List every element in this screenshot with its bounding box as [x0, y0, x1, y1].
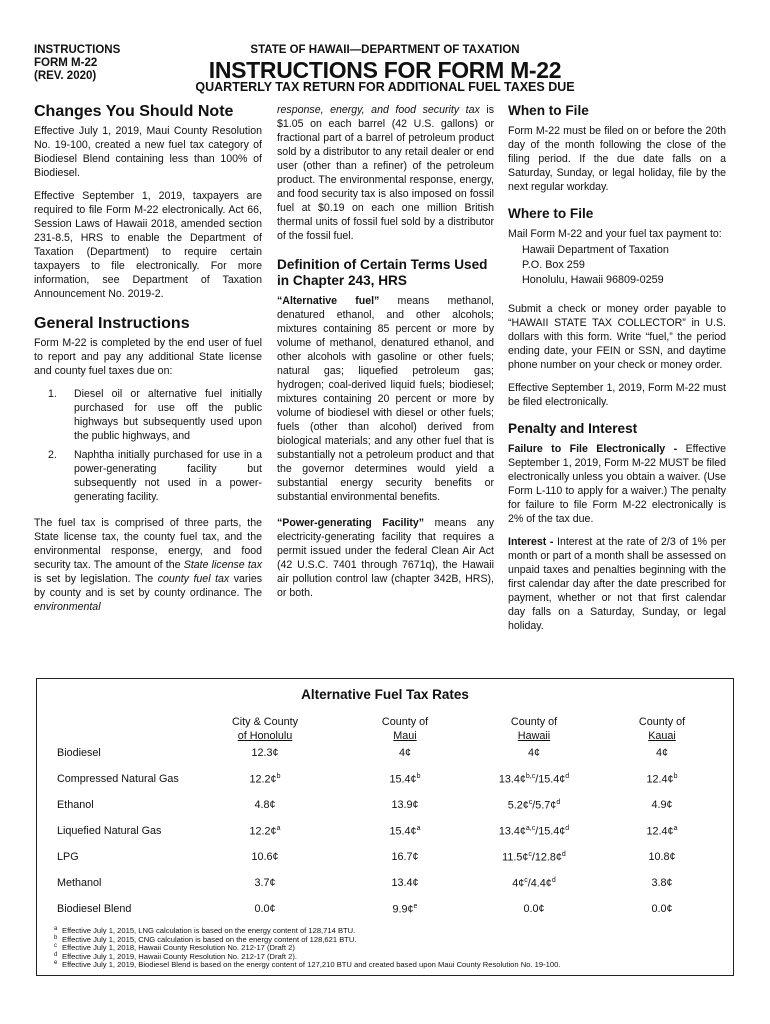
- list-number: 2.: [48, 449, 57, 461]
- column-header-line1: County of: [381, 716, 429, 728]
- cell-value: 12.2¢: [249, 773, 277, 786]
- cell-value: 13.4¢: [498, 773, 526, 786]
- cell-value: 10.8¢: [648, 851, 676, 863]
- table-cell: [607, 877, 717, 889]
- cell-footnote-mark: c: [524, 877, 528, 884]
- table-cell: [350, 851, 460, 863]
- list-text: Naphtha initially purchased for use in a power-generating facility but subsequently not used in a power-generating facility.: [74, 449, 262, 503]
- cell-value: 0.0¢: [254, 903, 276, 915]
- column-middle: [277, 103, 494, 609]
- list-item: [34, 387, 262, 443]
- table-row: [37, 851, 733, 867]
- penalty-interest: [508, 535, 726, 633]
- table-cell: [210, 799, 320, 811]
- footnotes: [54, 927, 734, 970]
- fuel-tax-text-a: The fuel tax is comprised of three parts, the State license tax, the county fuel tax, and the environmental response, energy, and food security tax. The amount of the: [34, 517, 262, 571]
- column-header-line2: Maui: [393, 730, 417, 742]
- cell-value: 0.0¢: [651, 903, 673, 915]
- row-label: Biodiesel: [57, 747, 101, 759]
- cell-footnote-mark: d: [565, 773, 570, 780]
- cell-value: 4¢: [527, 747, 540, 759]
- cell-value: 13.4¢: [498, 825, 526, 838]
- cell-value: 0.0¢: [523, 903, 545, 915]
- cell-footnote-mark: d: [551, 877, 556, 884]
- page-title: INSTRUCTIONS FOR FORM M-22: [208, 57, 562, 83]
- table-cell: [210, 903, 320, 915]
- cell-value: 4¢: [655, 747, 668, 759]
- cell-value: 16.7¢: [391, 851, 419, 863]
- table-cell: [210, 747, 320, 759]
- cell-footnote-mark: a,c: [525, 825, 536, 832]
- table-cell: [479, 825, 589, 838]
- table-cell: [479, 799, 589, 812]
- address-line-1: Hawaii Department of Taxation: [522, 244, 669, 256]
- form-id-line2: FORM M-22: [34, 57, 98, 69]
- column-header-honolulu: [215, 715, 315, 743]
- column-right: [508, 103, 726, 642]
- mailing-address: [508, 243, 726, 288]
- table-cell: [479, 773, 589, 786]
- changes-para-1: Effective July 1, 2019, Maui County Resolution No. 19-100, created a new fuel tax category of Biodiesel Blend containing less than 100% of Biodiesel.: [34, 125, 262, 179]
- table-cell: [210, 825, 320, 838]
- fuel-tax-cont-text: is $1.05 on each barrel (42 U.S. gallons) or fractional part of a barrel of petroleum product sold by a distributor to any retail dealer or end user (other than a refiner) of the petroleum product. The environmental response, energy, and food security tax is also imposed on fossil fuel at $0.19 on each one million British thermal units of fossil fuel sold by a distributor of the fossil fuel.: [277, 104, 495, 242]
- table-cell: [350, 877, 460, 889]
- table-row: [37, 799, 733, 815]
- definition-alternative-fuel: [277, 294, 494, 504]
- fuel-tax-term-env: environmental: [34, 601, 101, 613]
- column-header-hawaii: [484, 715, 584, 743]
- cell-footnote-mark: a: [276, 825, 281, 832]
- cell-value: 12.3¢: [251, 747, 279, 759]
- where-heading: Where to File: [508, 206, 594, 221]
- general-list: [34, 387, 262, 504]
- cell-value: /15.4¢: [535, 773, 566, 786]
- fuel-tax-text-b: is set by legislation. The: [34, 573, 158, 585]
- cell-value: 3.8¢: [651, 877, 673, 889]
- row-label: Biodiesel Blend: [57, 903, 132, 915]
- table-row: [37, 747, 733, 763]
- form-id-block: [34, 44, 120, 83]
- table-cell: [210, 851, 320, 863]
- column-header-line1: County of: [510, 716, 558, 728]
- penalty-efile: [508, 442, 726, 526]
- cell-footnote-mark: d: [561, 851, 566, 858]
- row-label: Liquefied Natural Gas: [57, 825, 162, 837]
- cell-footnote-mark: a: [673, 825, 678, 832]
- footnote-text: Effective July 1, 2015, LNG calculation is based on the energy content of 128,714 BTU.: [62, 926, 356, 935]
- column-header-line1: City & County: [231, 716, 298, 728]
- cell-value: 4.9¢: [651, 799, 673, 811]
- cell-value: 4¢: [398, 747, 411, 759]
- column-header-kauai: [612, 715, 712, 743]
- cell-footnote-mark: b: [416, 773, 421, 780]
- list-number: 1.: [48, 388, 57, 400]
- cell-value: 12.4¢: [646, 825, 674, 838]
- term-power-facility: “Power-generating Facility”: [277, 517, 425, 529]
- cell-value: 5.2¢: [507, 799, 529, 812]
- footnote-mark: e: [54, 960, 58, 967]
- where-text: Mail Form M-22 and your fuel tax payment to:: [508, 228, 722, 240]
- payment-text: Submit a check or money order payable to “HAWAII STATE TAX COLLECTOR” in U.S. dollars with this form. Write “fuel,” the period ending date, your FEIN or SSN, and daytime phone number on your check or money order.: [508, 303, 726, 371]
- when-heading: When to File: [508, 103, 589, 118]
- footnote-mark: d: [54, 951, 58, 958]
- row-label: Methanol: [57, 877, 102, 889]
- table-cell: [210, 877, 320, 889]
- table-cell: [350, 825, 460, 838]
- cell-value: 13.9¢: [391, 799, 419, 811]
- general-heading: General Instructions: [34, 315, 190, 332]
- text-power-facility: means any electricity-generating facility that requires a permit issued under the federal Clean Air Act (42 U.S.C. 7401 through 7671q), the Hawaii air pollution control law (chapter 342B, HRS), or both.: [277, 517, 495, 599]
- cell-value: 12.2¢: [249, 825, 277, 838]
- table-cell: [210, 773, 320, 786]
- address-line-3: Honolulu, Hawaii 96809-0259: [522, 274, 664, 286]
- cell-footnote-mark: b,c: [525, 773, 536, 780]
- text-interest: Interest at the rate of 2/3 of 1% per month or part of a month shall be assessed on unpaid taxes and penalties beginning with the first calendar day after the date prescribed for payment, whether or not that first calendar day falls on a Saturday, Sunday, or legal holiday.: [508, 536, 727, 632]
- rates-table-title: Alternative Fuel Tax Rates: [301, 687, 469, 702]
- table-row: [37, 903, 733, 919]
- text-alternative-fuel: means methanol, denatured ethanol, and other alcohols; mixtures containing 85 percent or more by volume of methanol, denatured ethanol, and other alcohols with gasoline or other fuels; natural gas; liquefied petroleum gas; hydrogen; coal-derived liquid fuels; biodiesel; mixtures containing 20 percent or more by volume of biodiesel with diesel or other fuels; fuels (other than alcohol) derived from biological materials; and any other fuel that is substantially not a petroleum product and that the governor determines would yield a substantial energy security benefits or substantial environmental benefits.: [277, 295, 494, 503]
- table-row: [37, 877, 733, 893]
- footnote-text: Effective July 1, 2019, Hawaii County Resolution No. 212-17 (Draft 2).: [62, 951, 297, 961]
- list-item: [34, 448, 262, 504]
- cell-footnote-mark: e: [413, 903, 418, 910]
- row-label: Compressed Natural Gas: [57, 773, 179, 785]
- row-label: Ethanol: [57, 799, 94, 811]
- footnote-text: Effective July 1, 2018, Hawaii County Resolution No. 212-17 (Draft 2): [62, 943, 295, 953]
- term-failure-efile: Failure to File Electronically -: [508, 443, 686, 455]
- column-header-line2: Kauai: [648, 730, 676, 742]
- cell-value: /12.8¢: [531, 851, 562, 864]
- table-cell: [479, 877, 589, 890]
- form-id-line3: (REV. 2020): [34, 70, 97, 82]
- cell-footnote-mark: c: [528, 799, 533, 806]
- table-cell: [607, 747, 717, 759]
- column-header-maui: [355, 715, 455, 743]
- cell-footnote-mark: c: [528, 851, 532, 858]
- table-cell: [350, 773, 460, 786]
- form-id-line1: INSTRUCTIONS: [34, 44, 121, 56]
- column-left: [34, 103, 262, 623]
- table-cell: [350, 799, 460, 811]
- fuel-tax-para: [34, 516, 262, 614]
- cell-value: /5.7¢: [532, 799, 557, 812]
- changes-para-2: Effective September 1, 2019, taxpayers are required to file Form M-22 electronically. Act 66, Session Laws of Hawaii 2018, amended section 231-8.5, HRS to enable the Department of Taxation (Department) to require certain taxpayers to file electronically. For more information, see Department of Taxation Announcement No. 2019-2.: [34, 190, 262, 300]
- when-text: Form M-22 must be filed on or before the 20th day of the month following the close of the filing period. If the due date falls on a Saturday, Sunday, or legal holiday, file by the next regular workday.: [508, 125, 726, 193]
- fuel-tax-term-county: county fuel tax: [157, 573, 230, 585]
- table-cell: [350, 903, 460, 916]
- definition-power-facility: [277, 516, 494, 600]
- fuel-tax-continued: [277, 103, 494, 243]
- penalty-heading: Penalty and Interest: [508, 421, 638, 436]
- cell-value: 4¢: [512, 877, 525, 890]
- fuel-tax-term-state: State license tax: [183, 559, 262, 571]
- column-header-line2: Hawaii: [517, 730, 551, 742]
- definitions-heading: Definition of Certain Terms Used in Chapter 243, HRS: [277, 257, 488, 288]
- table-cell: [479, 851, 589, 864]
- table-cell: [607, 799, 717, 811]
- table-cell: [350, 747, 460, 759]
- list-text: Diesel oil or alternative fuel initially purchased for use off the public highways but subsequently used upon the public highways, and: [74, 388, 262, 442]
- term-alternative-fuel: “Alternative fuel”: [277, 295, 380, 307]
- cell-footnote-mark: d: [556, 799, 561, 806]
- table-row: [37, 825, 733, 841]
- fuel-tax-term-env-cont: response, energy, and food security tax: [277, 104, 480, 116]
- cell-value: 3.7¢: [254, 877, 276, 889]
- efile-text: Effective September 1, 2019, Form M-22 must be filed electronically.: [508, 382, 726, 408]
- cell-footnote-mark: b: [276, 773, 281, 780]
- table-cell: [479, 747, 589, 759]
- footnote: [54, 961, 734, 970]
- cell-footnote-mark: a: [416, 825, 421, 832]
- table-cell: [607, 903, 717, 915]
- footnote-mark: c: [54, 943, 57, 950]
- agency-name: STATE OF HAWAII—DEPARTMENT OF TAXATION: [250, 44, 520, 56]
- page-subtitle: QUARTERLY TAX RETURN FOR ADDITIONAL FUEL TAXES DUE: [195, 80, 575, 94]
- cell-value: 9.9¢: [392, 903, 414, 916]
- general-intro: Form M-22 is completed by the end user of fuel to report and pay any additional State license and county fuel taxes due on:: [34, 337, 262, 377]
- table-cell: [607, 851, 717, 863]
- cell-value: 10.6¢: [251, 851, 279, 863]
- changes-heading: Changes You Should Note: [34, 103, 234, 120]
- fuel-tax-text-c: varies by county and is set by county ordinance. The: [34, 573, 263, 599]
- table-row: [37, 773, 733, 789]
- table-cell: [607, 825, 717, 838]
- table-cell: [479, 903, 589, 915]
- cell-footnote-mark: d: [565, 825, 570, 832]
- column-header-line2: of Honolulu: [237, 730, 293, 742]
- address-line-2: P.O. Box 259: [522, 259, 585, 271]
- cell-value: 15.4¢: [389, 825, 417, 838]
- cell-value: 11.5¢: [502, 851, 529, 864]
- cell-value: 4.8¢: [254, 799, 276, 811]
- column-header-line1: County of: [638, 716, 686, 728]
- footnote-text: Effective July 1, 2015, CNG calculation is based on the energy content of 128,621 BTU.: [62, 934, 357, 944]
- table-cell: [607, 773, 717, 786]
- row-label: LPG: [57, 851, 79, 863]
- footnote-text: Effective July 1, 2019, Biodiesel Blend is based on the energy content of 127,210 BTU and created based upon Maui County Resolution No. 19-100.: [62, 960, 561, 970]
- cell-value: 12.4¢: [646, 773, 674, 786]
- cell-value: /15.4¢: [535, 825, 566, 838]
- cell-value: 15.4¢: [389, 773, 417, 786]
- cell-value: /4.4¢: [527, 877, 552, 890]
- footnote-mark: a: [54, 926, 58, 932]
- text-failure-efile: Effective September 1, 2019, Form M-22 MUST be filed electronically unless you obtain a waiver. (Use Form L-110 to apply for a waiver.) The penalty for failure to file Form M-22 electronically is 2% of the tax due.: [508, 443, 726, 525]
- footnote-mark: b: [54, 934, 58, 941]
- cell-footnote-mark: b: [673, 773, 678, 780]
- cell-value: 13.4¢: [391, 877, 419, 889]
- term-interest: Interest -: [508, 536, 558, 548]
